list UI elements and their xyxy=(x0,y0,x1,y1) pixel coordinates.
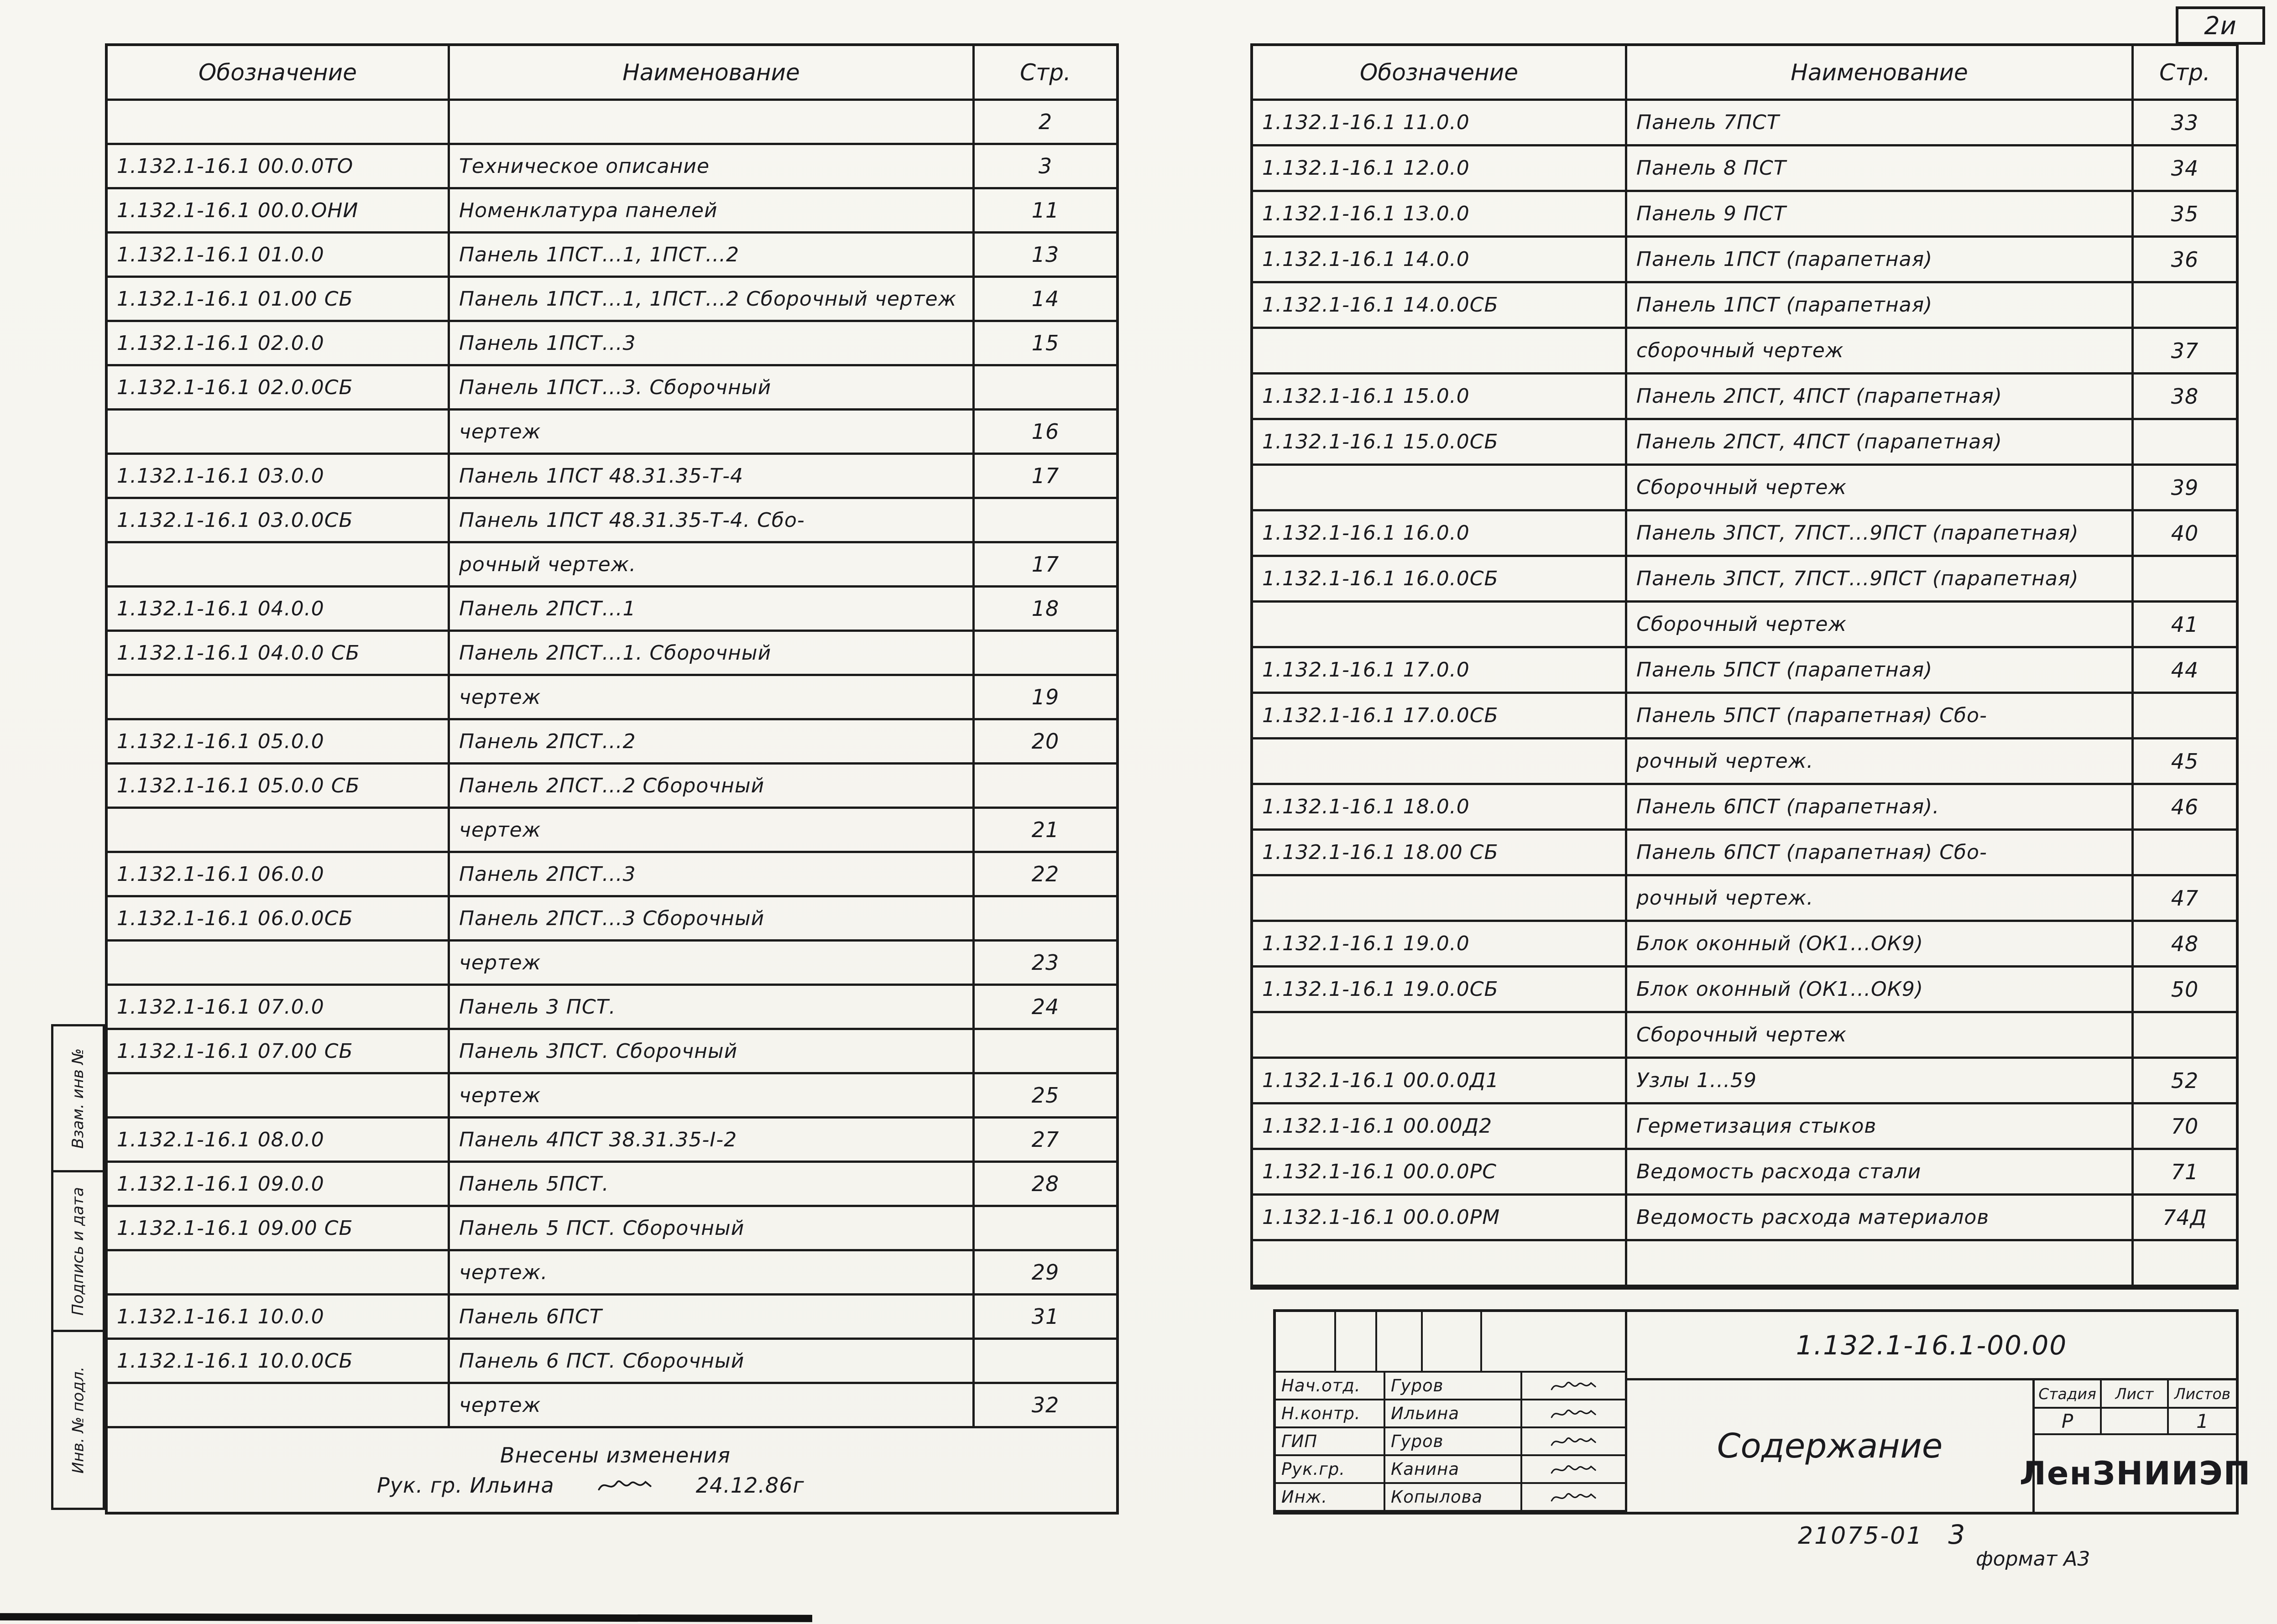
toc-page: 24 xyxy=(975,986,1116,1030)
toc-designation: 1.132.1-16.1 04.0.0 xyxy=(108,588,450,632)
title-block-meta xyxy=(2019,1380,2251,1512)
toc-page xyxy=(2134,1241,2236,1287)
toc-page: 44 xyxy=(2134,648,2236,694)
toc-designation: 1.132.1-16.1 00.00Д2 xyxy=(1253,1104,1627,1150)
toc-page: 37 xyxy=(2134,329,2236,375)
margin-label: Взам. инв № xyxy=(69,1048,88,1149)
toc-page: 23 xyxy=(975,942,1116,986)
toc-name: Панель 5ПСТ. xyxy=(450,1163,975,1207)
toc-name: Панель 5ПСТ (парапетная) xyxy=(1627,648,2134,694)
toc-page: 41 xyxy=(2134,603,2236,648)
signer-role: Нач.отд. xyxy=(1276,1373,1385,1400)
toc-name: рочный чертеж. xyxy=(450,543,975,588)
toc-name: Панель 2ПСТ, 4ПСТ (парапетная) xyxy=(1627,420,2134,466)
toc-designation: 1.132.1-16.1 13.0.0 xyxy=(1253,192,1627,238)
stage-label: Стадия xyxy=(2035,1380,2102,1409)
toc-page xyxy=(2134,557,2236,603)
toc-name: Панель 2ПСТ...3 Сборочный xyxy=(450,897,975,942)
toc-designation xyxy=(1253,1013,1627,1059)
right-toc-table xyxy=(1250,43,2239,1290)
toc-name: Панель 1ПСТ...3. Сборочный xyxy=(450,366,975,411)
toc-name: Панель 2ПСТ...2 xyxy=(450,720,975,765)
toc-name: Панель 5 ПСТ. Сборочный xyxy=(450,1207,975,1251)
toc-designation: 1.132.1-16.1 10.0.0 xyxy=(108,1296,450,1340)
signer-role: ГИП xyxy=(1276,1428,1385,1456)
toc-name: Сборочный чертеж xyxy=(1627,603,2134,648)
left-toc-table xyxy=(105,43,1119,1515)
toc-name: чертеж xyxy=(450,809,975,853)
toc-name: Герметизация стыков xyxy=(1627,1104,2134,1150)
footer-note-line2 xyxy=(377,1473,1116,1498)
toc-designation: 1.132.1-16.1 00.0.0РМ xyxy=(1253,1196,1627,1241)
column-header-name: Наименование xyxy=(450,46,975,101)
toc-name: Панель 1ПСТ...1, 1ПСТ...2 xyxy=(450,234,975,278)
toc-designation: 1.132.1-16.1 08.0.0 xyxy=(108,1119,450,1163)
toc-designation: 1.132.1-16.1 19.0.0СБ xyxy=(1253,968,1627,1013)
stamp-grid-line xyxy=(1421,1312,1423,1371)
toc-name: Панель 2ПСТ...2 Сборочный xyxy=(450,765,975,809)
toc-designation: 1.132.1-16.1 06.0.0 xyxy=(108,853,450,897)
toc-name: чертеж xyxy=(450,942,975,986)
title-block-info-section xyxy=(1627,1312,2251,1512)
toc-designation: 1.132.1-16.1 02.0.0 xyxy=(108,322,450,366)
signer-name: Канина xyxy=(1385,1456,1522,1484)
toc-name: Панель 3ПСТ, 7ПСТ...9ПСТ (парапетная) xyxy=(1627,511,2134,557)
toc-designation: 1.132.1-16.1 00.0.0ТО xyxy=(108,145,450,189)
toc-designation xyxy=(108,101,450,145)
stamp-grid-line xyxy=(1375,1312,1377,1371)
toc-page: 28 xyxy=(975,1163,1116,1207)
footer-signer: Рук. гр. Ильина xyxy=(377,1473,554,1498)
toc-designation xyxy=(1253,876,1627,922)
sheets-label: Листов xyxy=(2169,1380,2236,1409)
toc-designation: 1.132.1-16.1 00.0.0Д1 xyxy=(1253,1059,1627,1104)
signer-role: Рук.гр. xyxy=(1276,1456,1385,1484)
toc-designation: 1.132.1-16.1 18.00 СБ xyxy=(1253,831,1627,876)
toc-designation: 1.132.1-16.1 07.0.0 xyxy=(108,986,450,1030)
signer-role: Н.контр. xyxy=(1276,1400,1385,1428)
toc-designation xyxy=(1253,1241,1627,1287)
toc-page: 27 xyxy=(975,1119,1116,1163)
document-number: 1.132.1-16.1-00.00 xyxy=(1627,1312,2236,1380)
toc-page xyxy=(2134,831,2236,876)
sheet-value xyxy=(2102,1409,2169,1435)
toc-designation: 1.132.1-16.1 02.0.0СБ xyxy=(108,366,450,411)
signer-name: Ильина xyxy=(1385,1400,1522,1428)
footer-date: 24.12.86г xyxy=(695,1473,804,1498)
stage-sheet-grid xyxy=(2035,1380,2236,1435)
toc-designation xyxy=(108,1074,450,1119)
stamp-code xyxy=(1798,1519,1966,1550)
signer-name: Гуров xyxy=(1385,1428,1522,1456)
toc-name: Блок оконный (ОК1...ОК9) xyxy=(1627,968,2134,1013)
toc-page: 17 xyxy=(975,455,1116,499)
organization-name: ЛенЗНИИЭП xyxy=(2019,1455,2251,1492)
toc-name: Панель 1ПСТ...1, 1ПСТ...2 Сборочный чертеж xyxy=(450,278,975,322)
toc-name: Панель 1ПСТ (парапетная) xyxy=(1627,238,2134,283)
toc-page: 19 xyxy=(975,676,1116,720)
toc-page: 17 xyxy=(975,543,1116,588)
signature-mark xyxy=(1549,1489,1599,1505)
toc-name: Панель 8 ПСТ xyxy=(1627,146,2134,192)
signature-mark xyxy=(1549,1461,1599,1478)
toc-designation: 1.132.1-16.1 14.0.0СБ xyxy=(1253,283,1627,329)
toc-designation: 1.132.1-16.1 17.0.0 xyxy=(1253,648,1627,694)
left-table-footer xyxy=(108,1428,1116,1512)
toc-name: Номенклатура панелей xyxy=(450,189,975,234)
toc-name: Панель 2ПСТ...1 xyxy=(450,588,975,632)
toc-page xyxy=(975,632,1116,676)
toc-name: Панель 2ПСТ...1. Сборочный xyxy=(450,632,975,676)
toc-designation xyxy=(108,1251,450,1296)
toc-page: 18 xyxy=(975,588,1116,632)
toc-designation: 1.132.1-16.1 01.0.0 xyxy=(108,234,450,278)
toc-name: Сборочный чертеж xyxy=(1627,466,2134,511)
toc-designation: 1.132.1-16.1 14.0.0 xyxy=(1253,238,1627,283)
toc-page xyxy=(975,1207,1116,1251)
title-block-content xyxy=(1627,1380,2251,1512)
toc-page: 3 xyxy=(975,145,1116,189)
toc-name: Панель 6 ПСТ. Сборочный xyxy=(450,1340,975,1384)
toc-designation xyxy=(108,543,450,588)
title-block-revision-grid xyxy=(1276,1312,1625,1373)
signer-signature xyxy=(1522,1428,1625,1456)
toc-page: 14 xyxy=(975,278,1116,322)
toc-name: Техническое описание xyxy=(450,145,975,189)
footer-note-line1: Внесены изменения xyxy=(500,1442,731,1468)
title-block-signers-section xyxy=(1276,1312,1627,1512)
column-header-page: Стр. xyxy=(2134,46,2236,101)
document-title: Содержание xyxy=(1717,1426,1943,1466)
toc-designation: 1.132.1-16.1 15.0.0 xyxy=(1253,375,1627,420)
toc-name: Панель 5ПСТ (парапетная) Сбо- xyxy=(1627,694,2134,739)
scan-edge-artifact xyxy=(0,1613,812,1622)
toc-page: 15 xyxy=(975,322,1116,366)
toc-page: 22 xyxy=(975,853,1116,897)
toc-page: 36 xyxy=(2134,238,2236,283)
toc-designation xyxy=(108,809,450,853)
toc-name: сборочный чертеж xyxy=(1627,329,2134,375)
signer-name: Копылова xyxy=(1385,1484,1522,1512)
toc-name xyxy=(450,101,975,145)
toc-designation: 1.132.1-16.1 10.0.0СБ xyxy=(108,1340,450,1384)
margin-box-vzam-inv xyxy=(51,1024,105,1172)
toc-page: 40 xyxy=(2134,511,2236,557)
toc-page: 70 xyxy=(2134,1104,2236,1150)
toc-designation: 1.132.1-16.1 09.00 СБ xyxy=(108,1207,450,1251)
column-header-page: Стр. xyxy=(975,46,1116,101)
signature-mark xyxy=(1549,1378,1599,1394)
toc-page: 20 xyxy=(975,720,1116,765)
toc-designation: 1.132.1-16.1 06.0.0СБ xyxy=(108,897,450,942)
toc-name: рочный чертеж. xyxy=(1627,739,2134,785)
toc-designation xyxy=(108,942,450,986)
column-header-designation: Обозначение xyxy=(1253,46,1627,101)
toc-name: Панель 6ПСТ (парапетная). xyxy=(1627,785,2134,831)
stamp-code-extra: 3 xyxy=(1948,1519,1967,1550)
toc-designation: 1.132.1-16.1 12.0.0 xyxy=(1253,146,1627,192)
signer-signature xyxy=(1522,1484,1625,1512)
toc-designation: 1.132.1-16.1 18.0.0 xyxy=(1253,785,1627,831)
margin-box-inv-podl xyxy=(51,1330,105,1510)
toc-designation xyxy=(108,676,450,720)
stamp-code-number: 21075-01 xyxy=(1798,1522,1923,1550)
toc-designation: 1.132.1-16.1 05.0.0 СБ xyxy=(108,765,450,809)
toc-page xyxy=(975,765,1116,809)
toc-name: Панель 1ПСТ (парапетная) xyxy=(1627,283,2134,329)
toc-designation xyxy=(108,411,450,455)
toc-name: Панель 3ПСТ, 7ПСТ...9ПСТ (парапетная) xyxy=(1627,557,2134,603)
toc-name: Панель 2ПСТ...3 xyxy=(450,853,975,897)
toc-name: Панель 1ПСТ 48.31.35-Т-4 xyxy=(450,455,975,499)
toc-name: чертеж xyxy=(450,411,975,455)
toc-designation: 1.132.1-16.1 09.0.0 xyxy=(108,1163,450,1207)
toc-page: 71 xyxy=(2134,1150,2236,1196)
format-note: формат А3 xyxy=(1976,1547,2090,1571)
signer-signature xyxy=(1522,1373,1625,1400)
toc-name: Узлы 1...59 xyxy=(1627,1059,2134,1104)
toc-name: Панель 1ПСТ...3 xyxy=(450,322,975,366)
title-block xyxy=(1273,1309,2251,1515)
toc-page: 29 xyxy=(975,1251,1116,1296)
toc-name xyxy=(1627,1241,2134,1287)
toc-page: 47 xyxy=(2134,876,2236,922)
margin-label: Инв. № подл. xyxy=(69,1366,88,1473)
signature-mark xyxy=(595,1476,655,1495)
signature-mark xyxy=(1549,1433,1599,1450)
toc-page xyxy=(2134,1013,2236,1059)
toc-name: чертеж xyxy=(450,676,975,720)
margin-label: Подпись и дата xyxy=(69,1187,88,1316)
toc-name: Панель 6ПСТ (парапетная) Сбо- xyxy=(1627,831,2134,876)
sheet-label: Лист xyxy=(2102,1380,2169,1409)
toc-page: 32 xyxy=(975,1384,1116,1428)
toc-designation: 1.132.1-16.1 16.0.0 xyxy=(1253,511,1627,557)
toc-page: 38 xyxy=(2134,375,2236,420)
toc-name: Ведомость расхода материалов xyxy=(1627,1196,2134,1241)
toc-designation: 1.132.1-16.1 05.0.0 xyxy=(108,720,450,765)
toc-page: 13 xyxy=(975,234,1116,278)
toc-name: Панель 2ПСТ, 4ПСТ (парапетная) xyxy=(1627,375,2134,420)
stamp-grid-line xyxy=(1334,1312,1336,1371)
toc-page xyxy=(975,499,1116,543)
toc-page xyxy=(975,897,1116,942)
toc-designation: 1.132.1-16.1 03.0.0СБ xyxy=(108,499,450,543)
toc-designation: 1.132.1-16.1 19.0.0 xyxy=(1253,922,1627,968)
signer-signature xyxy=(1522,1456,1625,1484)
toc-name: Панель 3ПСТ. Сборочный xyxy=(450,1030,975,1074)
stamp-grid-line xyxy=(1480,1312,1482,1371)
toc-designation: 1.132.1-16.1 04.0.0 СБ xyxy=(108,632,450,676)
left-margin-strip xyxy=(51,1024,105,1510)
toc-page: 52 xyxy=(2134,1059,2236,1104)
toc-designation: 1.132.1-16.1 00.0.0РС xyxy=(1253,1150,1627,1196)
column-header-name: Наименование xyxy=(1627,46,2134,101)
toc-name: Панель 9 ПСТ xyxy=(1627,192,2134,238)
toc-page: 2 xyxy=(975,101,1116,145)
toc-page xyxy=(2134,694,2236,739)
toc-name: Панель 6ПСТ xyxy=(450,1296,975,1340)
toc-page: 35 xyxy=(2134,192,2236,238)
toc-name: чертеж xyxy=(450,1384,975,1428)
toc-name: Панель 3 ПСТ. xyxy=(450,986,975,1030)
toc-page: 46 xyxy=(2134,785,2236,831)
toc-designation xyxy=(1253,603,1627,648)
toc-designation xyxy=(1253,739,1627,785)
signer-signature xyxy=(1522,1400,1625,1428)
toc-name: рочный чертеж. xyxy=(1627,876,2134,922)
toc-designation: 1.132.1-16.1 01.00 СБ xyxy=(108,278,450,322)
toc-page: 39 xyxy=(2134,466,2236,511)
toc-page: 74Д xyxy=(2134,1196,2236,1241)
toc-page: 50 xyxy=(2134,968,2236,1013)
corner-page-mark-text: 2и xyxy=(2204,11,2237,40)
signer-role: Инж. xyxy=(1276,1484,1385,1512)
toc-designation: 1.132.1-16.1 00.0.ОНИ xyxy=(108,189,450,234)
toc-name: Блок оконный (ОК1...ОК9) xyxy=(1627,922,2134,968)
toc-name: чертеж. xyxy=(450,1251,975,1296)
toc-designation: 1.132.1-16.1 15.0.0СБ xyxy=(1253,420,1627,466)
toc-name: чертеж xyxy=(450,1074,975,1119)
toc-designation: 1.132.1-16.1 07.00 СБ xyxy=(108,1030,450,1074)
toc-designation xyxy=(1253,329,1627,375)
toc-page xyxy=(975,1340,1116,1384)
stage-value: Р xyxy=(2035,1409,2102,1435)
margin-box-podpis-data xyxy=(51,1170,105,1332)
toc-name: Панель 7ПСТ xyxy=(1627,101,2134,146)
toc-page: 25 xyxy=(975,1074,1116,1119)
corner-page-mark xyxy=(2176,6,2265,45)
signer-name: Гуров xyxy=(1385,1373,1522,1400)
toc-name: Ведомость расхода стали xyxy=(1627,1150,2134,1196)
toc-page xyxy=(975,1030,1116,1074)
toc-name: Панель 4ПСТ 38.31.35-I-2 xyxy=(450,1119,975,1163)
column-header-designation: Обозначение xyxy=(108,46,450,101)
signer-table xyxy=(1276,1373,1625,1512)
toc-page: 48 xyxy=(2134,922,2236,968)
toc-designation: 1.132.1-16.1 17.0.0СБ xyxy=(1253,694,1627,739)
toc-designation: 1.132.1-16.1 03.0.0 xyxy=(108,455,450,499)
toc-page: 11 xyxy=(975,189,1116,234)
toc-page: 31 xyxy=(975,1296,1116,1340)
toc-name: Панель 1ПСТ 48.31.35-Т-4. Сбо- xyxy=(450,499,975,543)
toc-designation: 1.132.1-16.1 16.0.0СБ xyxy=(1253,557,1627,603)
toc-page: 21 xyxy=(975,809,1116,853)
sheets-value: 1 xyxy=(2169,1409,2236,1435)
toc-designation xyxy=(1253,466,1627,511)
toc-page xyxy=(2134,420,2236,466)
toc-page: 16 xyxy=(975,411,1116,455)
toc-page: 33 xyxy=(2134,101,2236,146)
toc-designation: 1.132.1-16.1 11.0.0 xyxy=(1253,101,1627,146)
toc-designation xyxy=(108,1384,450,1428)
toc-page: 45 xyxy=(2134,739,2236,785)
toc-name: Сборочный чертеж xyxy=(1627,1013,2134,1059)
signature-mark xyxy=(1549,1405,1599,1422)
toc-page: 34 xyxy=(2134,146,2236,192)
toc-page xyxy=(975,366,1116,411)
toc-page xyxy=(2134,283,2236,329)
